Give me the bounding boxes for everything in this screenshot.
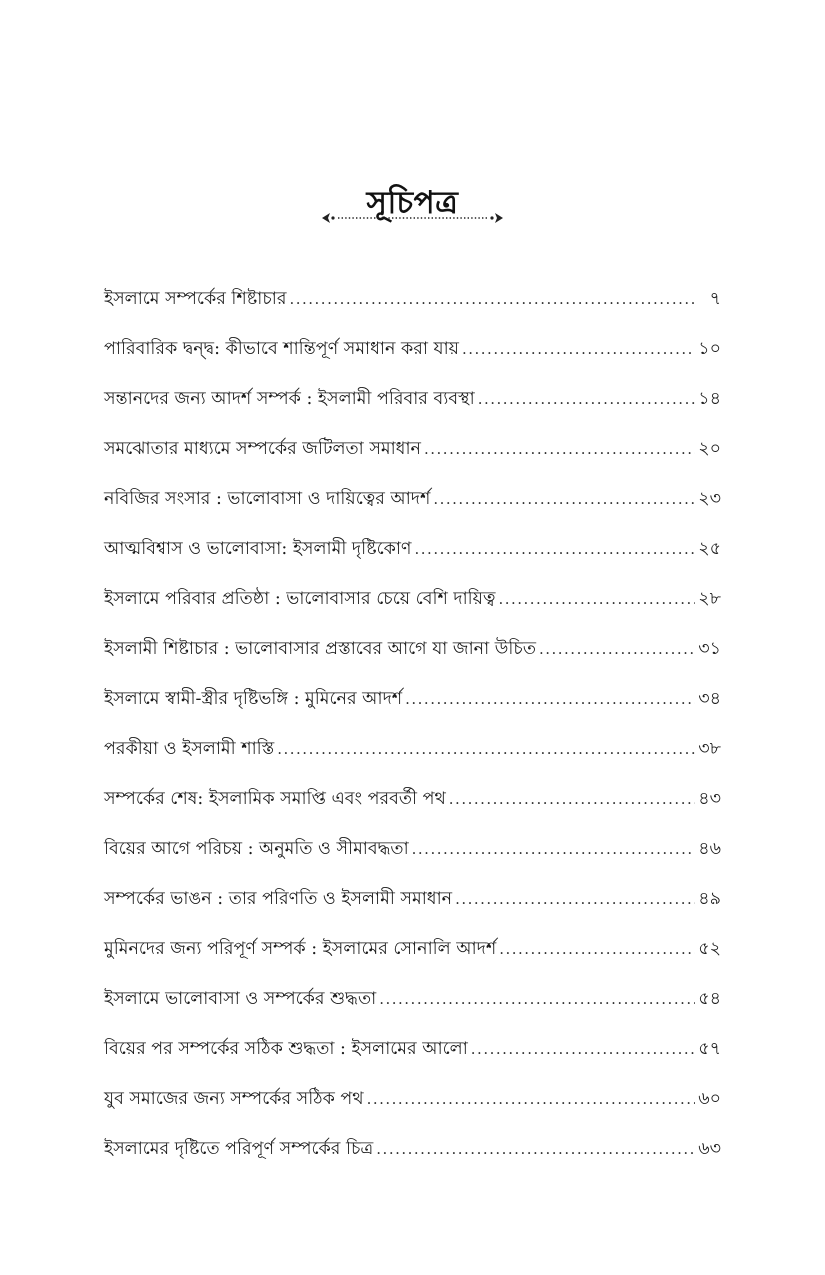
toc-entry-title: মুমিনদের জন্য পরিপূর্ণ সম্পর্ক : ইসলামের সোনালি আদর্শ xyxy=(104,939,497,959)
toc-entry-title: পারিবারিক দ্বন্দ্ব: কীভাবে শান্তিপূর্ণ সমাধান করা যায় xyxy=(104,339,459,359)
toc-entry-title: নবিজির সংসার : ভালোবাসা ও দায়িত্বের আদর্শ xyxy=(104,489,431,509)
toc-entry-title: বিয়ের আগে পরিচয় : অনুমতি ও সীমাবদ্ধতা xyxy=(104,839,409,859)
toc-entry-page-number: ৩৪ xyxy=(698,689,721,709)
toc-entry-page-number: ৩১ xyxy=(698,639,721,659)
toc-entry-title: ইসলামের দৃষ্টিতে পরিপূর্ণ সম্পর্কের চিত্র xyxy=(104,1139,374,1159)
toc-entry[interactable] xyxy=(104,274,721,324)
dot-leader xyxy=(498,574,695,624)
toc-entry-page-number: ১৪ xyxy=(698,389,721,409)
toc-entry-page-number: ৫৪ xyxy=(698,989,721,1009)
toc-entry-page-number: ৪৯ xyxy=(698,889,721,909)
decorative-divider-icon xyxy=(321,209,504,227)
dot-leader xyxy=(462,324,695,374)
toc-entry-page-number: ২৩ xyxy=(698,489,721,509)
toc-entry[interactable] xyxy=(104,1074,721,1124)
toc-entry-title: ইসলামে ভালোবাসা ও সম্পর্কের শুদ্ধতা xyxy=(104,989,377,1009)
toc-entry-title: ইসলামী শিষ্টাচার : ভালোবাসার প্রস্তাবের আগে যা জানা উচিত xyxy=(104,639,536,659)
toc-entry[interactable] xyxy=(104,624,721,674)
toc-entry-title: সম্পর্কের শেষ: ইসলামিক সমাপ্তি এবং পরবর্তী পথ xyxy=(104,789,446,809)
toc-entry[interactable] xyxy=(104,374,721,424)
toc-entry[interactable] xyxy=(104,324,721,374)
toc-entry[interactable] xyxy=(104,774,721,824)
toc-entry[interactable] xyxy=(104,424,721,474)
dot-leader xyxy=(405,674,695,724)
toc-entry-title: ইসলামে পরিবার প্রতিষ্ঠা : ভালোবাসার চেয়ে বেশি দায়িত্ব xyxy=(104,589,496,609)
toc-entry-page-number: ১০ xyxy=(698,339,721,359)
dot-leader xyxy=(539,624,695,674)
toc-entry[interactable] xyxy=(104,974,721,1024)
dot-leader xyxy=(424,424,695,474)
dot-leader xyxy=(471,1024,695,1074)
toc-entry[interactable] xyxy=(104,524,721,574)
dot-leader xyxy=(455,874,695,924)
toc-entry[interactable] xyxy=(104,674,721,724)
toc-entry-page-number: ৫২ xyxy=(698,939,721,959)
toc-entry-title: আত্মবিশ্বাস ও ভালোবাসা: ইসলামী দৃষ্টিকোণ xyxy=(104,539,412,559)
dot-leader xyxy=(277,724,695,774)
toc-entry-page-number: ৬০ xyxy=(698,1089,721,1109)
dot-leader xyxy=(379,974,695,1024)
toc-entry-page-number: ৪৬ xyxy=(698,839,721,859)
page-title: সূচিপত্র xyxy=(366,184,459,221)
dot-leader xyxy=(433,474,695,524)
dot-leader xyxy=(449,774,695,824)
toc-entry[interactable] xyxy=(104,574,721,624)
dot-leader xyxy=(412,824,696,874)
dot-leader xyxy=(499,924,695,974)
toc-entry[interactable] xyxy=(104,824,721,874)
toc-entry[interactable] xyxy=(104,724,721,774)
dot-leader xyxy=(376,1124,695,1174)
toc-entry-title: সন্তানদের জন্য আদর্শ সম্পর্ক : ইসলামী পরিবার ব্যবস্থা xyxy=(104,389,475,409)
toc-entry-page-number: ৬৩ xyxy=(698,1139,721,1159)
toc-entry[interactable] xyxy=(104,474,721,524)
toc-entry-title: সম্পর্কের ভাঙন : তার পরিণতি ও ইসলামী সমাধান xyxy=(104,889,453,909)
dot-leader xyxy=(415,524,696,574)
toc-entry-title: পরকীয়া ও ইসলামী শাস্তি xyxy=(104,739,275,759)
toc-entry-page-number: ৪৩ xyxy=(698,789,721,809)
dot-leader xyxy=(367,1074,696,1124)
toc-entry-page-number: ৭ xyxy=(709,289,721,309)
toc-entry[interactable] xyxy=(104,874,721,924)
toc-entry-title: ইসলামে সম্পর্কের শিষ্টাচার xyxy=(104,289,287,309)
toc-entry-page-number: ২০ xyxy=(698,439,721,459)
toc-entry[interactable] xyxy=(104,1024,721,1074)
toc-entry-title: ইসলামে স্বামী-স্ত্রীর দৃষ্টিভঙ্গি : মুমিনের আদর্শ xyxy=(104,689,403,709)
toc-entry-page-number: ৩৮ xyxy=(698,739,721,759)
toc-entry-page-number: ২৫ xyxy=(698,539,721,559)
dot-leader xyxy=(478,374,696,424)
table-of-contents xyxy=(104,274,721,1174)
toc-entry-title: বিয়ের পর সম্পর্কের সঠিক শুদ্ধতা : ইসলামের আলো xyxy=(104,1039,468,1059)
toc-entry[interactable] xyxy=(104,924,721,974)
toc-entry-title: যুব সমাজের জন্য সম্পর্কের সঠিক পথ xyxy=(104,1089,364,1109)
toc-entry-title: সমঝোতার মাধ্যমে সম্পর্কের জটিলতা সমাধান xyxy=(104,439,421,459)
dot-leader xyxy=(289,274,696,324)
toc-entry-page-number: ২৮ xyxy=(698,589,721,609)
toc-entry-page-number: ৫৭ xyxy=(698,1039,721,1059)
toc-entry[interactable] xyxy=(104,1124,721,1174)
